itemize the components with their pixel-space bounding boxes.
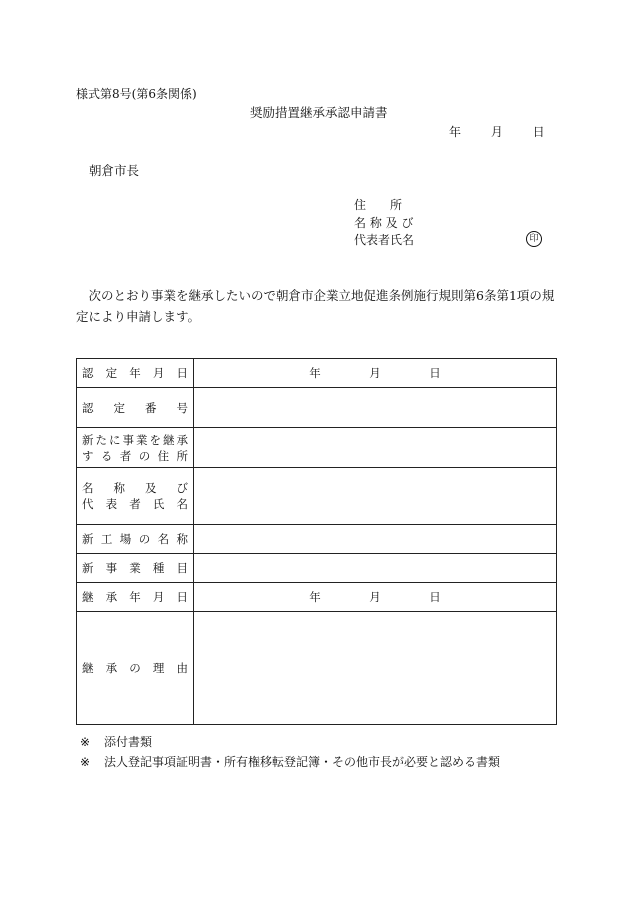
cert-day: 日: [429, 366, 441, 380]
table-row: [77, 525, 557, 554]
date-year: 年: [449, 125, 462, 139]
seal-mark: 印: [526, 231, 542, 247]
new-business-type-field[interactable]: [194, 554, 557, 583]
succ-year: 年: [309, 590, 321, 604]
table-row: [77, 554, 557, 583]
body-paragraph: 次のとおり事業を継承したいので朝倉市企業立地促進条例施行規則第6条第1項の規定により申請します。: [76, 288, 555, 324]
cert-month: 月: [369, 366, 381, 380]
notes: [80, 732, 500, 772]
note-documents: ※ 法人登記事項証明書・所有権移転登記簿・その他市長が必要と認める書類: [80, 752, 500, 772]
body-text: [76, 285, 560, 327]
applicant-address-label: 住 所: [354, 198, 403, 212]
form-number: 様式第8号(第6条関係): [76, 87, 197, 101]
label-succession-reason: 継承の理由: [77, 612, 194, 725]
label-certification-number: 認定番号: [77, 388, 194, 428]
applicant-name-label: 名 称 及 び: [354, 215, 414, 230]
note-mark: ※: [80, 735, 91, 749]
date-month: 月: [490, 125, 503, 139]
label-new-factory-name: 新工場の名称: [77, 525, 194, 554]
note-attachments: ※ 添付書類: [80, 732, 500, 752]
label-new-business-type: 新事業種目: [77, 554, 194, 583]
note-mark: ※: [80, 755, 91, 769]
successor-address-field[interactable]: [194, 428, 557, 468]
label-successor-address: 新たに事業を継承 する者の住所: [77, 428, 194, 468]
certification-date-field[interactable]: [194, 359, 557, 388]
cert-year: 年: [309, 366, 321, 380]
table-row: [77, 428, 557, 468]
applicant-representative-label: 代表者氏名: [354, 233, 415, 247]
addressee: 朝倉市長: [89, 163, 140, 178]
label-certification-date: 認定年月日: [77, 359, 194, 388]
date-day: 日: [532, 125, 545, 139]
name-representative-field[interactable]: [194, 468, 557, 525]
table-row: [77, 468, 557, 525]
table-row: [77, 583, 557, 612]
succession-date-field[interactable]: [194, 583, 557, 612]
certification-number-field[interactable]: [194, 388, 557, 428]
document-title: 奨励措置継承承認申請書: [250, 105, 388, 120]
table-row: [77, 612, 557, 725]
new-factory-name-field[interactable]: [194, 525, 557, 554]
succ-month: 月: [369, 590, 381, 604]
succession-reason-field[interactable]: [194, 612, 557, 725]
label-succession-date: 継承年月日: [77, 583, 194, 612]
application-table: [76, 358, 557, 725]
applicant-block: [354, 197, 414, 250]
label-name-representative: 名称及び 代表者氏名: [77, 468, 194, 525]
application-date: [449, 123, 545, 140]
table-row: [77, 388, 557, 428]
succ-day: 日: [429, 590, 441, 604]
table-row: [77, 359, 557, 388]
